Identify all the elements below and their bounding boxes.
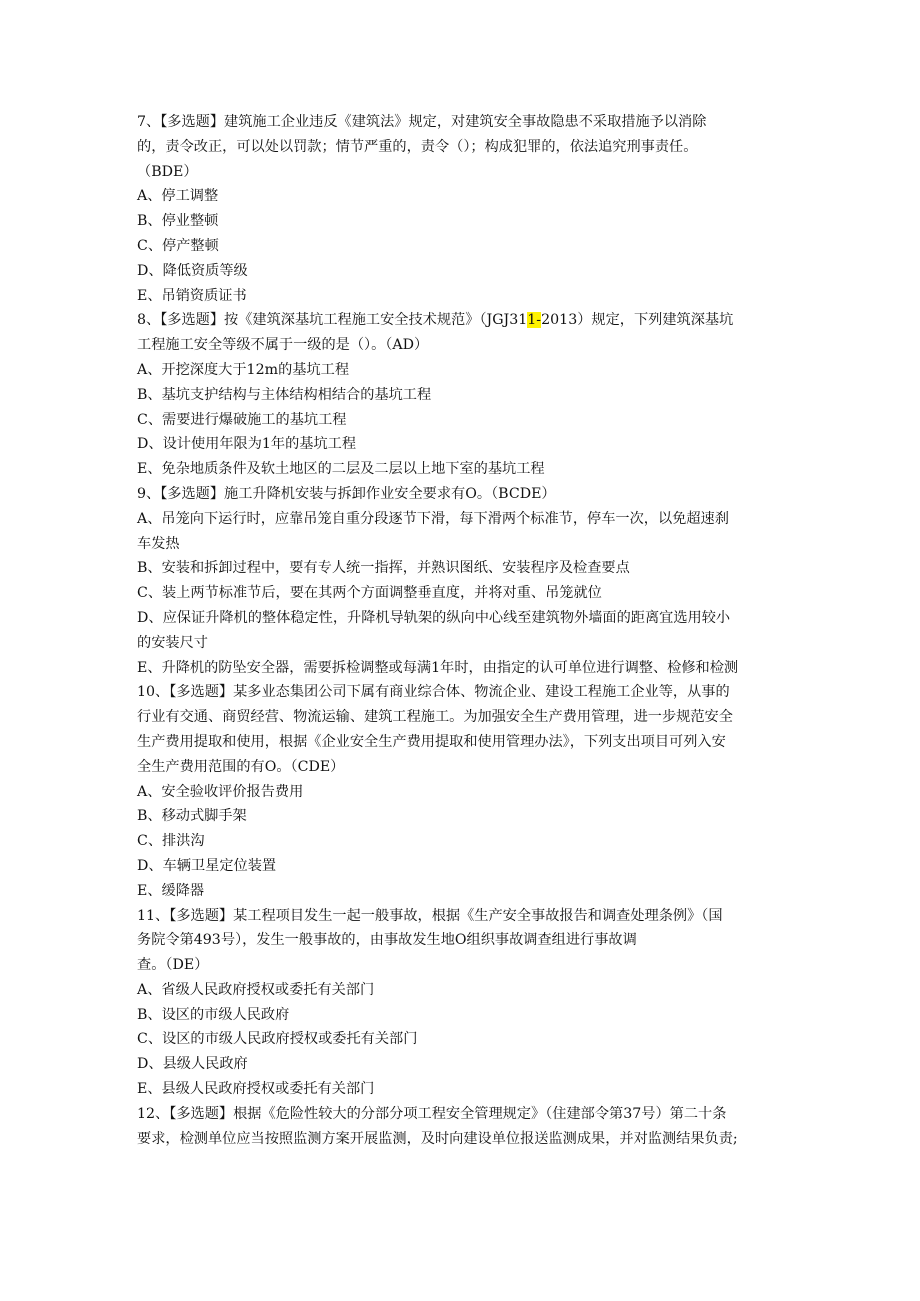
q11-stem-line-1: 11、【多选题】某工程项目发生一起一般事故，根据《生产安全事故报告和调查处理条例》（国 <box>137 907 723 924</box>
q7-stem-line-1: 7、【多选题】建筑施工企业违反《建筑法》规定，对建筑安全事故隐患不采取措施予以消除 <box>137 114 707 130</box>
q7-answer: （BDE） <box>137 163 198 180</box>
q8-option-c: C、需要进行爆破施工的基坑工程 <box>137 411 347 428</box>
question-list <box>137 112 787 1153</box>
q10-stem-line-4: 全生产费用范围的有O。（CDE） <box>137 758 345 775</box>
q12-stem-line-1: 12、【多选题】根据《危险性较大的分部分项工程安全管理规定》（住建部令第37号）第二十条 <box>137 1105 727 1122</box>
q11-stem-line-3: 查。（DE） <box>137 957 209 974</box>
highlight-mark: 1- <box>527 312 542 329</box>
q9-option-c: C、装上两节标准节后，要在其两个方面调整垂直度，并将对重、吊笼就位 <box>137 585 602 602</box>
q8-option-d: D、设计使用年限为1年的基坑工程 <box>137 436 357 453</box>
q9-option-d-line-1: D、应保证升降机的整体稳定性，升降机导轨架的纵向中心线至建筑物外墙面的距离宜选用较小 <box>137 609 731 626</box>
q10-stem-line-2: 行业有交通、商贸经营、物流运输、建筑工程施工。为加强安全生产费用管理，进一步规范安全 <box>137 709 733 726</box>
q9-option-a-line-2: 车发热 <box>137 535 180 552</box>
q8-option-e: E、免杂地质条件及软土地区的二层及二层以上地下室的基坑工程 <box>137 461 545 478</box>
q10-option-e: E、缓降器 <box>137 882 205 899</box>
q8-option-a: A、开挖深度大于12m的基坑工程 <box>137 361 350 378</box>
q10-stem-line-1: 10、【多选题】某多业态集团公司下属有商业综合体、物流企业、建设工程施工企业等，从事的 <box>137 684 730 701</box>
q7-option-b: B、停业整顿 <box>137 213 219 230</box>
q10-stem-line-3: 生产费用提取和使用，根据《企业安全生产费用提取和使用管理办法》，下列支出项目可列入安 <box>137 733 726 750</box>
q7-option-c: C、停产整顿 <box>137 237 219 254</box>
q9-option-b: B、安装和拆卸过程中，要有专人统一指挥，并熟识图纸、安装程序及检查要点 <box>137 560 630 577</box>
q9-option-d-line-2: 的安装尺寸 <box>137 634 208 651</box>
q10-option-b: B、移动式脚手架 <box>137 808 247 825</box>
q11-option-c: C、设区的市级人民政府授权或委托有关部门 <box>137 1031 418 1048</box>
q11-stem-line-2: 务院令第493号），发生一般事故的，由事故发生地O组织事故调查组进行事故调 <box>137 932 637 949</box>
q7-stem-line-2: 的，责令改正，可以处以罚款；情节严重的，责令（）；构成犯罪的，依法追究刑事责任。 <box>137 138 698 155</box>
q8-option-b: B、基坑支护结构与主体结构相结合的基坑工程 <box>137 386 432 403</box>
q11-option-d: D、县级人民政府 <box>137 1056 248 1073</box>
q11-option-a: A、省级人民政府授权或委托有关部门 <box>137 981 375 998</box>
q7-option-a: A、停工调整 <box>137 188 219 205</box>
q7-option-e: E、吊销资质证书 <box>137 287 247 304</box>
q8-stem-line-2: 工程施工安全等级不属于一级的是（）。（AD） <box>137 337 429 354</box>
q10-option-c: C、排洪沟 <box>137 833 205 850</box>
q10-option-d: D、车辆卫星定位装置 <box>137 857 277 874</box>
q9-stem: 9、【多选题】施工升降机安装与拆卸作业安全要求有O。（BCDE） <box>137 485 556 502</box>
q9-option-a-line-1: A、吊笼向下运行时，应靠吊笼自重分段逐节下滑，每下滑两个标准节，停车一次，以免超速刹 <box>137 510 729 527</box>
q8-stem-line-1: 8、【多选题】按《建筑深基坑工程施工安全技术规范》（JGJ311-2013）规定，下列建筑深基坑 <box>137 312 734 329</box>
q7-option-d: D、降低资质等级 <box>137 262 248 279</box>
q10-option-a: A、安全验收评价报告费用 <box>137 783 304 800</box>
q9-option-e: E、升降机的防坠安全器，需要拆检调整或每满1年时，由指定的认可单位进行调整、检修和检测 <box>137 659 739 676</box>
q11-option-e: E、县级人民政府授权或委托有关部门 <box>137 1081 375 1098</box>
q11-option-b: B、设区的市级人民政府 <box>137 1006 290 1023</box>
q12-stem-line-2: 要求，检测单位应当按照监测方案开展监测，及时向建设单位报送监测成果，并对监测结果负责; <box>137 1130 738 1147</box>
